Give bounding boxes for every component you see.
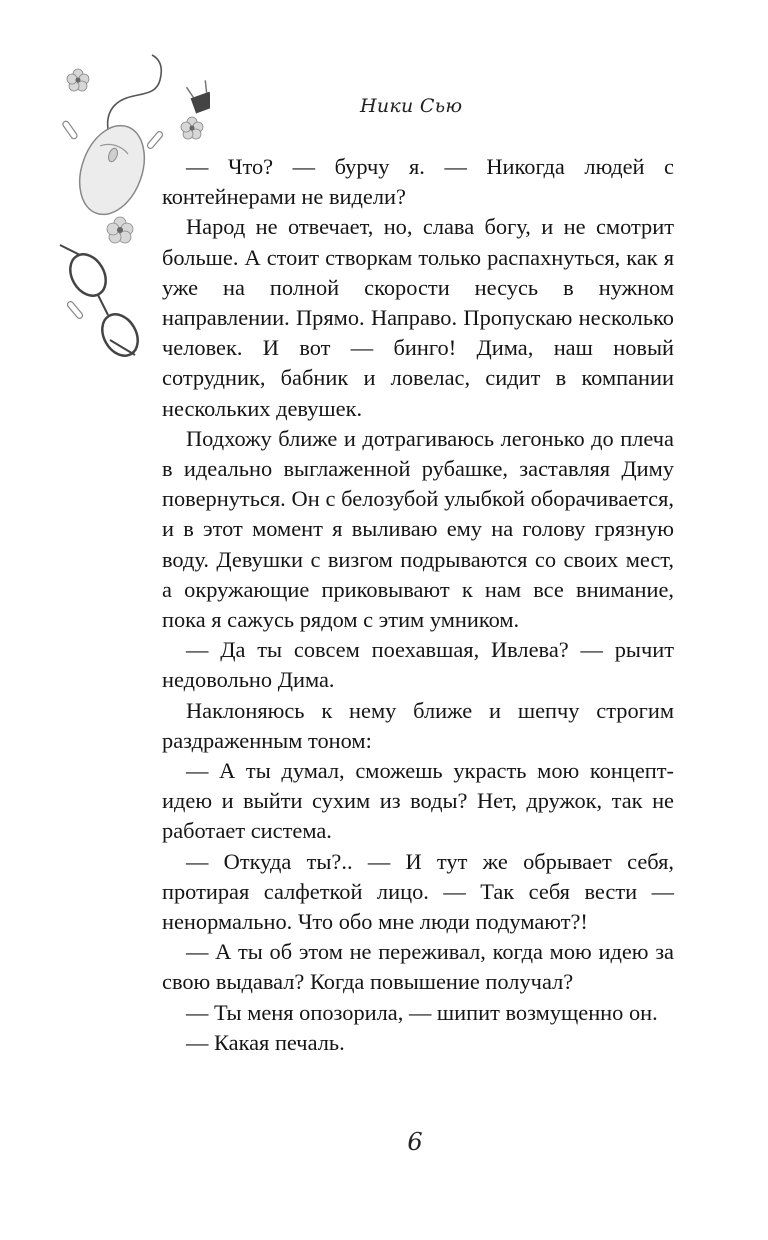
paragraph: — Какая печаль. [186, 1029, 345, 1055]
paragraph: — Откуда ты?.. — И тут же обрывает себя, протирая салфеткой лицо. — Так себя вести — ненормально. Что обо мне люди подумают?! [162, 848, 674, 935]
paragraph: — А ты думал, сможешь украсть мою концепт-идею и выйти сухим из воды? Нет, дружок, так не работает система. [162, 758, 674, 844]
paragraph: — Да ты совсем поехавшая, Ивлева? — рычит недовольно Дима. [162, 637, 674, 693]
page-number: 6 [407, 1128, 423, 1156]
flower-icon [67, 69, 89, 91]
paragraph: — А ты об этом не переживал, когда мою идею за свою выдавал? Когда повышение получал? [162, 939, 674, 995]
paragraph: Народ не отвечает, но, слава богу, и не смотрит больше. А стоит створкам только распахнуться, как я уже на полной скорости несусь в нужном направлении. Прямо. Направо. Пропускаю несколько человек. И вот — бинго! Дима, наш новый сотрудник, бабник и ловелас, сидит в компании нескольких девушек. [162, 214, 674, 421]
body-text [162, 152, 674, 1058]
paragraph: Наклоняюсь к нему ближе и шепчу строгим раздраженным тоном: [162, 697, 674, 753]
flower-icon [107, 217, 133, 243]
computer-mouse-icon [68, 117, 156, 224]
paper-clip-icon [62, 120, 78, 140]
binder-clip-icon [186, 80, 210, 113]
paragraph: Подхожу ближе и дотрагиваюсь легонько до плеча в идеально выглаженной рубашке, заставляя Диму повернуться. Он с белозубой улыбкой оборачивается, и в этот момент я выливаю ему на голову грязную воду. Девушки с визгом подрываются со своих мест, а окружающие приковывают к нам все внимание, пока я сажусь рядом с этим умником. [162, 425, 674, 633]
paragraph: — Ты меня опозорила, — шипит возмущенно он. [186, 999, 658, 1025]
paper-clip-icon [146, 130, 163, 149]
paper-clip-icon [66, 300, 83, 319]
flower-icon [181, 117, 203, 139]
paragraph: — Что? — бурчу я. — Никогда людей с контейнерами не видели? [162, 154, 674, 210]
running-header-author: Ники Сью [360, 95, 463, 117]
